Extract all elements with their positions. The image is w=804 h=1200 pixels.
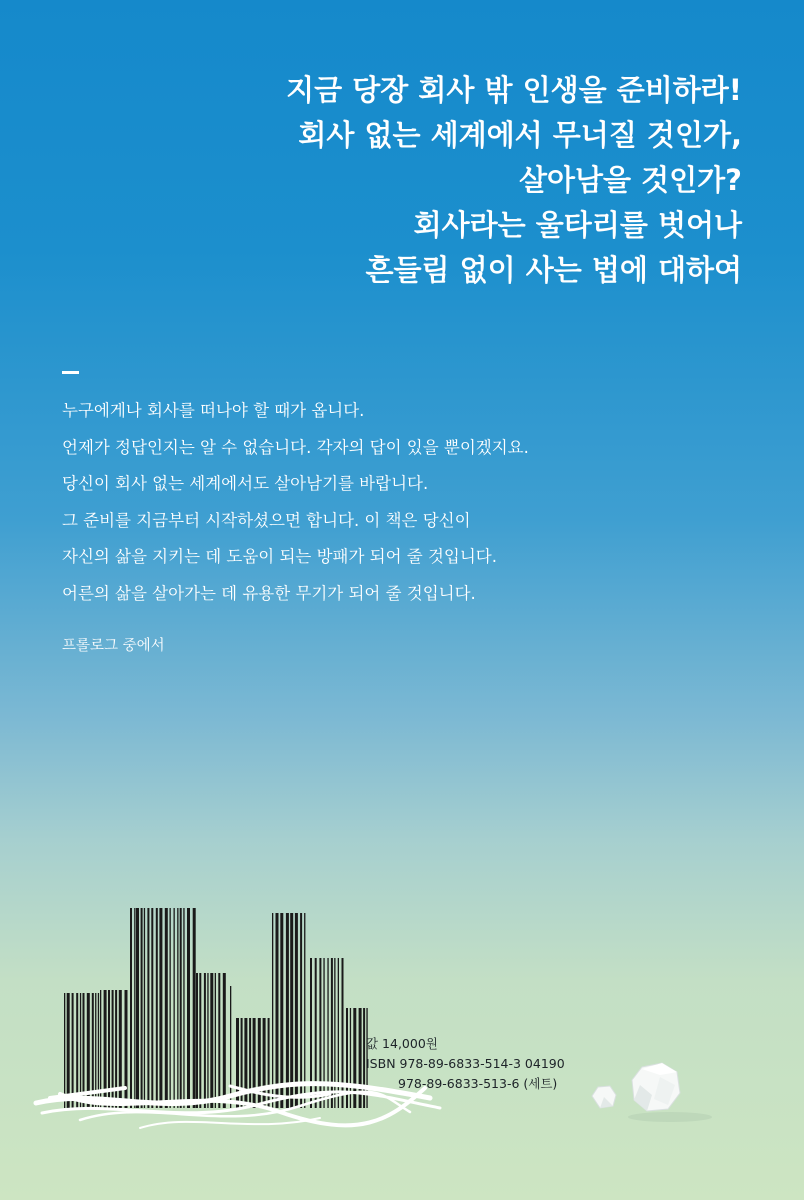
barcode-bar xyxy=(156,908,158,1108)
barcode-bar xyxy=(141,908,143,1108)
barcode-bar xyxy=(196,973,198,1108)
barcode-bar xyxy=(64,993,65,1108)
barcode-bar xyxy=(230,986,231,1108)
barcode-bar xyxy=(295,913,298,1108)
price-label: 값 14,000원 xyxy=(366,1036,438,1051)
barcode-bar xyxy=(199,973,201,1108)
barcode-bar xyxy=(125,990,128,1108)
barcode-bar xyxy=(272,913,273,1108)
barcode-bar xyxy=(304,913,305,1108)
excerpt-line: 누구에게나 회사를 떠나야 할 때가 옵니다. xyxy=(62,401,365,420)
excerpt-line: 어른의 삶을 살아가는 데 유용한 무기가 되어 줄 것입니다. xyxy=(62,583,476,603)
section-dash-divider xyxy=(62,371,79,374)
barcode-bar xyxy=(165,908,168,1108)
barcode-bar xyxy=(210,973,213,1108)
barcode-bar xyxy=(290,913,293,1108)
barcode-bar xyxy=(130,908,132,1108)
isbn-set-number: 978-89-6833-513-6 (세트) xyxy=(398,1076,558,1091)
barcode-bar xyxy=(193,908,196,1108)
prologue-excerpt xyxy=(62,393,529,612)
price-and-isbn xyxy=(366,1034,565,1094)
barcode-bar xyxy=(249,1018,251,1108)
barcode-bar xyxy=(280,913,283,1108)
isbn-number: ISBN 978-89-6833-514-3 04190 xyxy=(366,1056,565,1071)
barcode-bar xyxy=(207,973,208,1108)
barcode-bar xyxy=(183,908,184,1108)
barcode-bar xyxy=(174,908,175,1108)
barcode-bar xyxy=(218,973,220,1108)
barcode-bar xyxy=(187,908,190,1108)
barcode-city-illustration xyxy=(30,898,450,1138)
excerpt-line: 자신의 삶을 지키는 데 도움이 되는 방패가 되어 줄 것입니다. xyxy=(62,547,497,566)
barcode-bar xyxy=(83,993,85,1108)
barcode-bar xyxy=(170,908,171,1108)
barcode-bar xyxy=(144,908,145,1108)
headline-line: 회사라는 울타리를 벗어나 xyxy=(413,208,742,242)
excerpt-line: 당신이 회사 없는 세계에서도 살아남기를 바랍니다. xyxy=(62,474,429,493)
barcode-bar xyxy=(177,908,178,1108)
barcode-bar xyxy=(136,908,139,1108)
excerpt-line: 언제가 정답인지는 알 수 없습니다. 각자의 답이 있을 뿐이겠지요. xyxy=(62,437,529,457)
headline-line: 회사 없는 세계에서 무너질 것인가, xyxy=(298,118,742,152)
barcode-bar xyxy=(76,993,78,1108)
barcode-bar xyxy=(134,908,135,1108)
barcode-bar xyxy=(253,1018,256,1108)
barcode-bar xyxy=(159,908,162,1108)
barcode-bar xyxy=(223,973,226,1108)
white-stones-illustration xyxy=(580,1055,720,1125)
barcode-bar xyxy=(72,993,74,1108)
headline-line: 흔들림 없이 사는 법에 대하여 xyxy=(365,253,742,287)
headline-line: 살아남을 것인가? xyxy=(518,163,742,197)
barcode-bar xyxy=(300,913,302,1108)
barcode-bars xyxy=(64,908,368,1108)
headline-line: 지금 당장 회사 밖 인생을 준비하라! xyxy=(286,73,742,107)
excerpt-line: 그 준비를 지금부터 시작하셨으면 합니다. 이 책은 당신이 xyxy=(62,510,471,530)
barcode-bar xyxy=(204,973,206,1108)
barcode-bar xyxy=(286,913,289,1108)
barcode-bar xyxy=(147,908,149,1108)
headline xyxy=(286,68,742,293)
barcode-bar xyxy=(80,993,81,1108)
barcode-bar xyxy=(215,973,216,1108)
barcode-bar xyxy=(276,913,279,1108)
barcode-bar xyxy=(180,908,182,1108)
excerpt-source: 프롤로그 중에서 xyxy=(62,638,165,654)
barcode-bar xyxy=(151,908,153,1108)
barcode-bar xyxy=(67,993,70,1108)
